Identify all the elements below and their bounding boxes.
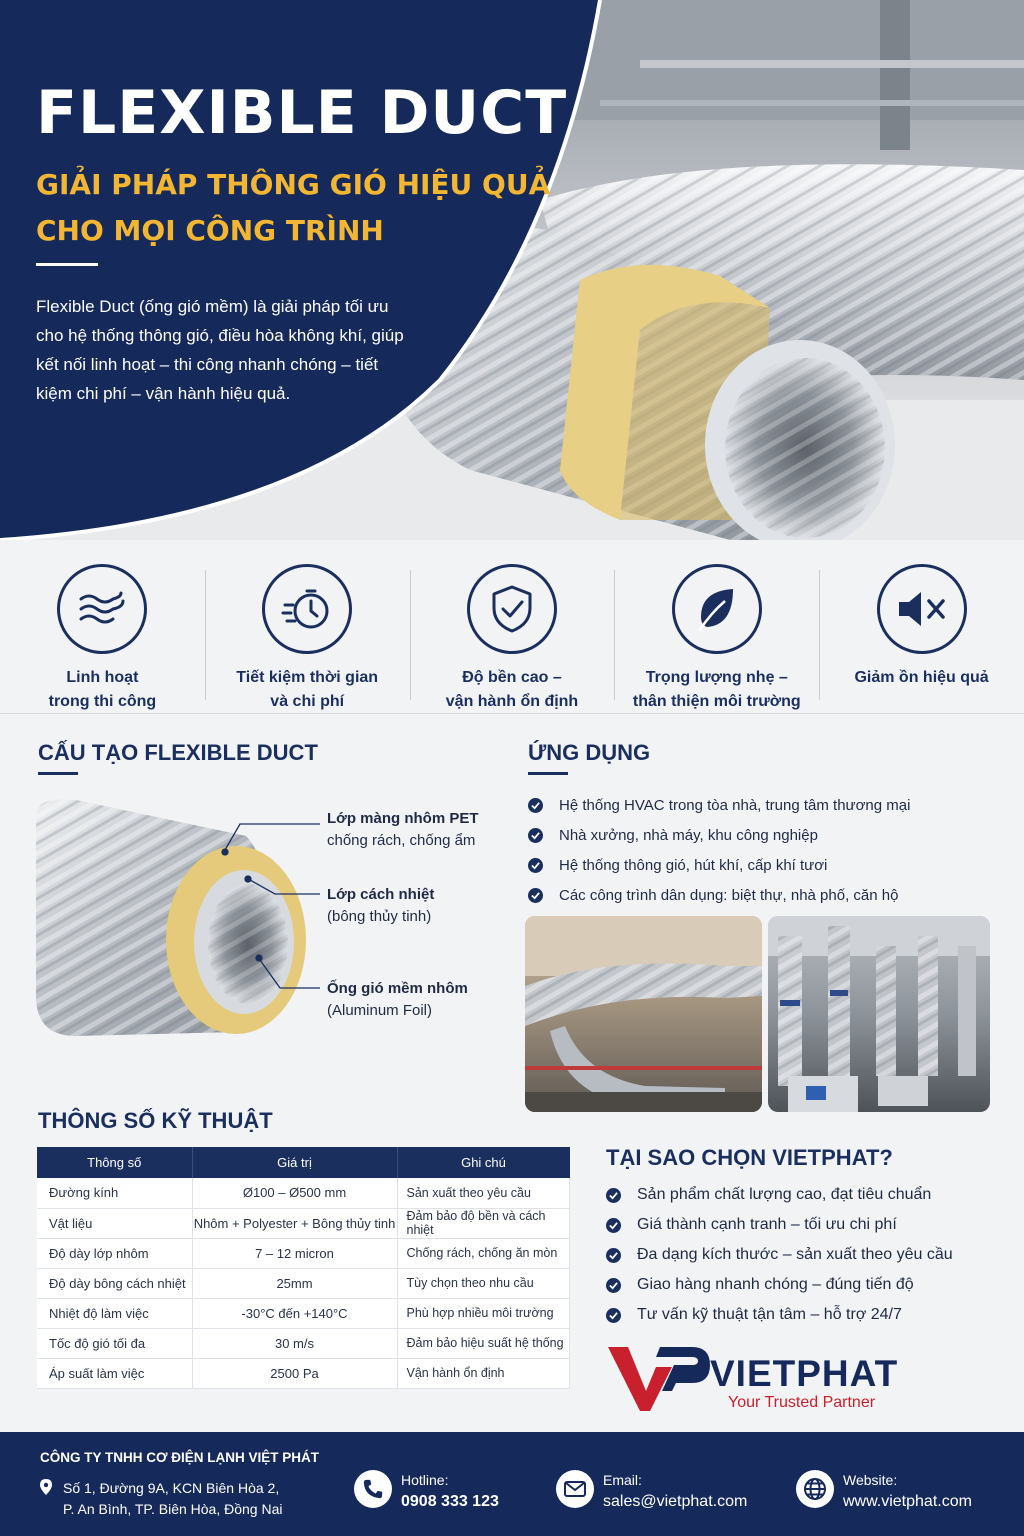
table-row <box>37 1328 570 1358</box>
hero-description: Flexible Duct (ống gió mềm) là giải pháp tối ưu cho hệ thống thông gió, điều hòa không khí, giúp kết nối linh hoạt – thi công nhanh chóng – tiết kiệm chi phí – vận hành hiệu quả. <box>36 297 404 403</box>
table-cell: Đường kính <box>37 1178 192 1208</box>
table-row <box>37 1358 570 1388</box>
list-item <box>606 1270 953 1300</box>
layer-detail: (Aluminum Foil) <box>327 1002 433 1019</box>
table-cell: Ø100 – Ø500 mm <box>192 1178 397 1208</box>
website-label: Website: <box>843 1472 898 1488</box>
feature-label: Tiết kiệm thời gian và chi phí <box>236 669 379 710</box>
list-item-text: Sản phẩm chất lượng cao, đạt tiêu chuẩn <box>637 1186 932 1203</box>
brand-name: VIETPHAT <box>710 1353 899 1394</box>
check-icon <box>528 828 543 843</box>
table-header-row <box>37 1147 570 1178</box>
table-row <box>37 1298 570 1328</box>
list-item-text: Tư vấn kỹ thuật tận tâm – hỗ trợ 24/7 <box>637 1306 902 1323</box>
why-title <box>606 1145 893 1171</box>
wind-icon <box>57 564 147 654</box>
mute-speaker-icon <box>877 564 967 654</box>
table-cell: -30°C đến +140°C <box>192 1298 397 1328</box>
footer <box>0 1432 1024 1536</box>
table-cell: Phù hợp nhiều môi trường <box>397 1298 570 1328</box>
address-line: Số 1, Đường 9A, KCN Biên Hòa 2, <box>63 1480 280 1496</box>
applications-title-text: ỨNG DỤNG <box>528 740 651 765</box>
check-icon <box>606 1308 621 1323</box>
hero-subtitle <box>36 162 556 254</box>
feature-noise <box>819 548 1024 713</box>
email-icon <box>556 1470 594 1508</box>
table-cell: Nhiệt độ làm việc <box>37 1298 192 1328</box>
check-icon <box>528 858 543 873</box>
table-cell: Vận hành ổn định <box>397 1358 570 1388</box>
email-label: Email: <box>603 1472 642 1488</box>
list-item <box>606 1300 953 1330</box>
email-address[interactable]: sales@vietphat.com <box>603 1493 748 1510</box>
table-cell: 25mm <box>192 1268 397 1298</box>
table-cell: 2500 Pa <box>192 1358 397 1388</box>
layer-detail: chống rách, chống ẩm <box>327 832 476 849</box>
table-cell: Độ dày lớp nhôm <box>37 1238 192 1268</box>
phone-icon <box>354 1470 392 1508</box>
specs-title <box>38 1108 273 1134</box>
structure-title-text: CẤU TẠO FLEXIBLE DUCT <box>38 740 318 765</box>
layer-detail: (bông thủy tinh) <box>327 908 432 925</box>
hero-subtitle-line2: CHO MỌI CÔNG TRÌNH <box>36 214 384 247</box>
table-cell: Tốc độ gió tối đa <box>37 1328 192 1358</box>
feature-durable <box>410 548 615 713</box>
table-cell: Đảm bảo độ bền và cách nhiệt <box>397 1208 570 1238</box>
column-header: Ghi chú <box>397 1147 570 1178</box>
table-cell: Vật liệu <box>37 1208 192 1238</box>
application-photo-plant <box>768 916 990 1112</box>
column-header: Thông số <box>37 1147 192 1178</box>
title-underline <box>38 772 78 775</box>
why-title-text: TẠI SAO CHỌN VIETPHAT? <box>606 1145 893 1170</box>
brand-tagline: Your Trusted Partner <box>728 1394 876 1411</box>
feature-flexible <box>0 548 205 713</box>
list-item-text: Giao hàng nhanh chóng – đúng tiến độ <box>637 1276 914 1293</box>
list-item <box>606 1240 953 1270</box>
hero-subtitle-line1: GIẢI PHÁP THÔNG GIÓ HIỆU QUẢ <box>36 168 551 201</box>
feature-label: Độ bền cao – vận hành ổn định <box>445 669 579 710</box>
list-item <box>606 1210 953 1240</box>
applications-title <box>528 740 650 775</box>
layer-name: Ống gió mềm nhôm <box>327 980 468 997</box>
check-icon <box>528 798 543 813</box>
vp-logo-mark <box>606 1343 716 1413</box>
section-divider <box>0 713 1024 714</box>
table-cell: Tùy chọn theo nhu cầu <box>397 1268 570 1298</box>
column-header: Giá trị <box>192 1147 397 1178</box>
list-item-text: Các công trình dân dụng: biệt thự, nhà phố, căn hộ <box>559 886 899 904</box>
layer-aluminum <box>327 978 468 1022</box>
table-row <box>37 1238 570 1268</box>
leaf-icon <box>672 564 762 654</box>
applications-list <box>528 790 910 910</box>
stopwatch-icon <box>262 564 352 654</box>
check-icon <box>606 1248 621 1263</box>
list-item-text: Nhà xưởng, nhà máy, khu công nghiệp <box>559 826 818 844</box>
table-cell: Sản xuất theo yêu cầu <box>397 1178 570 1208</box>
hotline-label: Hotline: <box>401 1472 449 1488</box>
table-row <box>37 1208 570 1238</box>
check-icon <box>606 1278 621 1293</box>
feature-lightweight <box>614 548 819 713</box>
layer-insulation <box>327 884 434 928</box>
table-cell: Áp suất làm việc <box>37 1358 192 1388</box>
check-icon <box>606 1218 621 1233</box>
layer-pet <box>327 808 479 852</box>
hero-section <box>0 0 1024 540</box>
globe-icon <box>796 1470 834 1508</box>
structure-title <box>38 740 318 775</box>
vietphat-logo <box>606 1343 926 1413</box>
list-item <box>528 850 910 880</box>
company-name: CÔNG TY TNHH CƠ ĐIỆN LẠNH VIỆT PHÁT <box>40 1450 320 1465</box>
table-cell: Độ dày bông cách nhiệt <box>37 1268 192 1298</box>
layer-pointer-lines <box>180 810 330 1030</box>
list-item <box>606 1180 953 1210</box>
specs-table <box>37 1147 570 1389</box>
why-list <box>606 1180 953 1330</box>
hotline-number[interactable]: 0908 333 123 <box>401 1493 499 1510</box>
list-item-text: Giá thành cạnh tranh – tối ưu chi phí <box>637 1216 897 1233</box>
list-item <box>528 790 910 820</box>
list-item-text: Đa dạng kích thước – sản xuất theo yêu cầu <box>637 1246 953 1263</box>
website-url[interactable]: www.vietphat.com <box>843 1493 972 1510</box>
layer-name: Lớp cách nhiệt <box>327 886 435 903</box>
feature-label: Giảm ồn hiệu quả <box>854 669 989 686</box>
list-item-text: Hệ thống HVAC trong tòa nhà, trung tâm thương mại <box>559 796 911 814</box>
table-cell: 30 m/s <box>192 1328 397 1358</box>
specs-title-text: THÔNG SỐ KỸ THUẬT <box>38 1108 273 1133</box>
title-underline <box>528 772 568 775</box>
list-item <box>528 820 910 850</box>
list-item-text: Hệ thống thông gió, hút khí, cấp khí tươi <box>559 856 828 874</box>
feature-label: Linh hoạt trong thi công <box>48 669 157 710</box>
address-line: P. An Bình, TP. Biên Hòa, Đồng Nai <box>63 1501 283 1517</box>
table-row <box>37 1268 570 1298</box>
shield-check-icon <box>467 564 557 654</box>
table-cell: 7 – 12 micron <box>192 1238 397 1268</box>
hero-divider <box>36 263 98 266</box>
check-icon <box>528 888 543 903</box>
table-row <box>37 1178 570 1208</box>
layer-name: Lớp màng nhôm PET <box>327 810 479 827</box>
hero-title: FLEXIBLE DUCT <box>36 78 568 148</box>
check-icon <box>606 1188 621 1203</box>
feature-strip <box>0 548 1024 713</box>
feature-save-time <box>205 548 410 713</box>
application-photo-ceiling <box>525 916 762 1112</box>
table-cell: Nhôm + Polyester + Bông thủy tinh <box>192 1208 397 1238</box>
company-address <box>63 1478 282 1520</box>
list-item <box>528 880 910 910</box>
table-cell: Chống rách, chống ăn mòn <box>397 1238 570 1268</box>
feature-label: Trọng lượng nhẹ – thân thiện môi trường <box>632 669 801 710</box>
location-pin-icon <box>40 1479 52 1495</box>
table-cell: Đảm bảo hiệu suất hệ thống <box>397 1328 570 1358</box>
